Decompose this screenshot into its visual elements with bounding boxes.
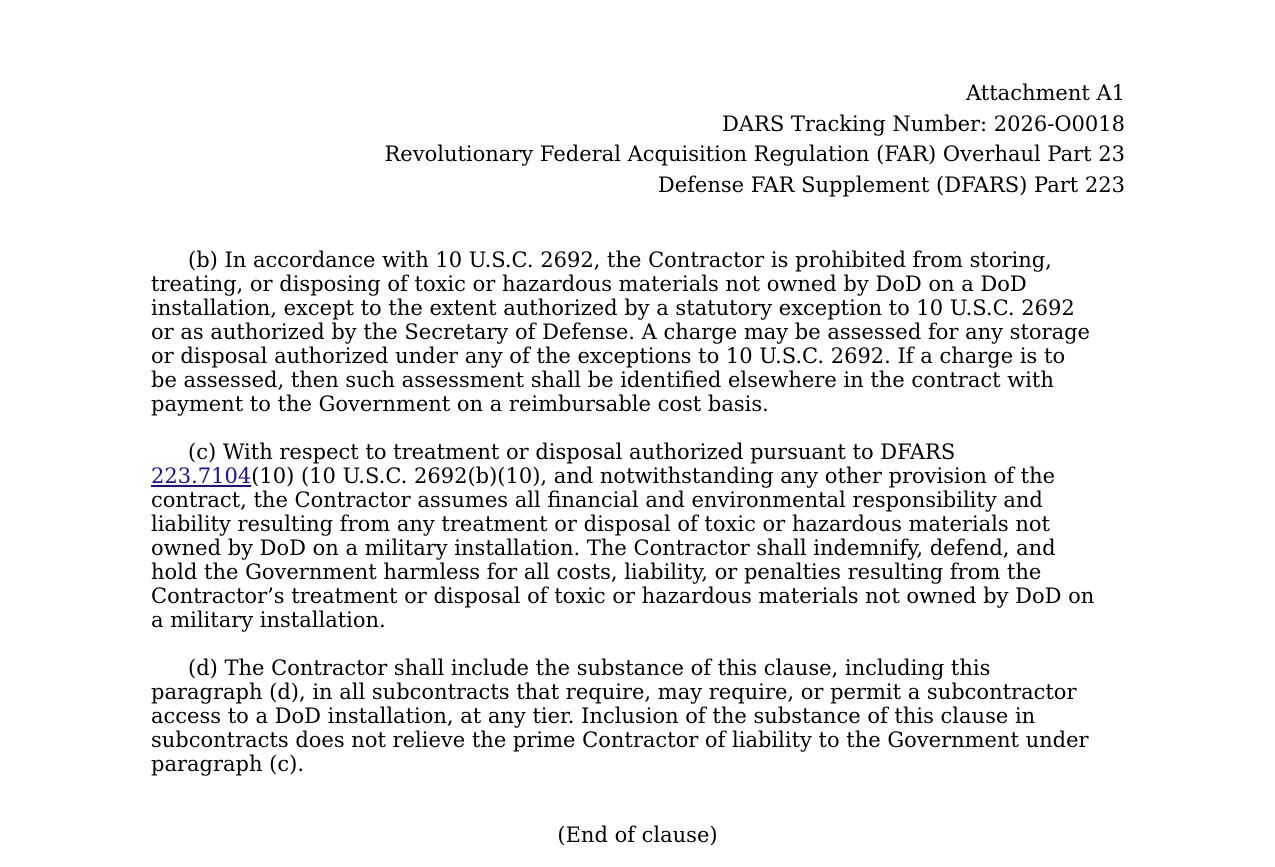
paragraph-c [151, 440, 1131, 632]
header-dfars-part: Defense FAR Supplement (DFARS) Part 223 [657, 172, 1125, 197]
dfars-223-7104-link[interactable]: 223.7104 [151, 464, 252, 488]
paragraph-c-first-line: (c) With respect to treatment or disposal authorized pursuant to DFARS [188, 440, 956, 464]
document-header [385, 78, 1126, 200]
paragraph-d-text: paragraph (d), in all subcontracts that require, may require, or permit a subcontractor access to a DoD installation, at any tier. Inclusion of the substance of this clause in subcontracts does not relieve the prime Contractor of liability to the Government under paragraph (c). [151, 680, 1089, 776]
paragraph-b [151, 248, 1131, 416]
paragraph-c-text: contract, the Contractor assumes all financial and environmental responsibility and liability resulting from any treatment or disposal of toxic or hazardous materials not owned by DoD on a military installation. The Contractor shall indemnify, defend, and hold the Government harmless for all costs, liability, or penalties resulting from the Contractor’s treatment or disposal of toxic or hazardous materials not owned by DoD on a military installation. [151, 488, 1095, 632]
header-far-part: Revolutionary Federal Acquisition Regulation (FAR) Overhaul Part 23 [384, 142, 1125, 166]
paragraph-c-after-link: (10) (10 U.S.C. 2692(b)(10), and notwithstanding any other provision of the [251, 464, 1056, 488]
paragraph-d-first-line: (d) The Contractor shall include the substance of this clause, including this [188, 656, 991, 680]
clause-body [151, 248, 1131, 800]
header-attachment: Attachment A1 [966, 81, 1125, 105]
paragraph-b-text: treating, or disposing of toxic or hazardous materials not owned by DoD on a DoD installation, except to the extent authorized by a statutory exception to 10 U.S.C. 2692 or as authorized by the Secretary of Defense. A charge may be assessed for any storage or disposal authorized under any of the exceptions to 10 U.S.C. 2692. If a charge is to be assessed, then such assessment shall be identified elsewhere in the contract with payment to the Government on a reimbursable cost basis. [151, 272, 1090, 416]
paragraph-d [151, 656, 1131, 776]
end-of-clause: (End of clause) [557, 823, 718, 847]
header-tracking-number: DARS Tracking Number: 2026-O0018 [722, 111, 1125, 136]
paragraph-b-first-line: (b) In accordance with 10 U.S.C. 2692, the Contractor is prohibited from storing, [188, 248, 1052, 272]
paragraph-c-link-line [151, 464, 1131, 488]
